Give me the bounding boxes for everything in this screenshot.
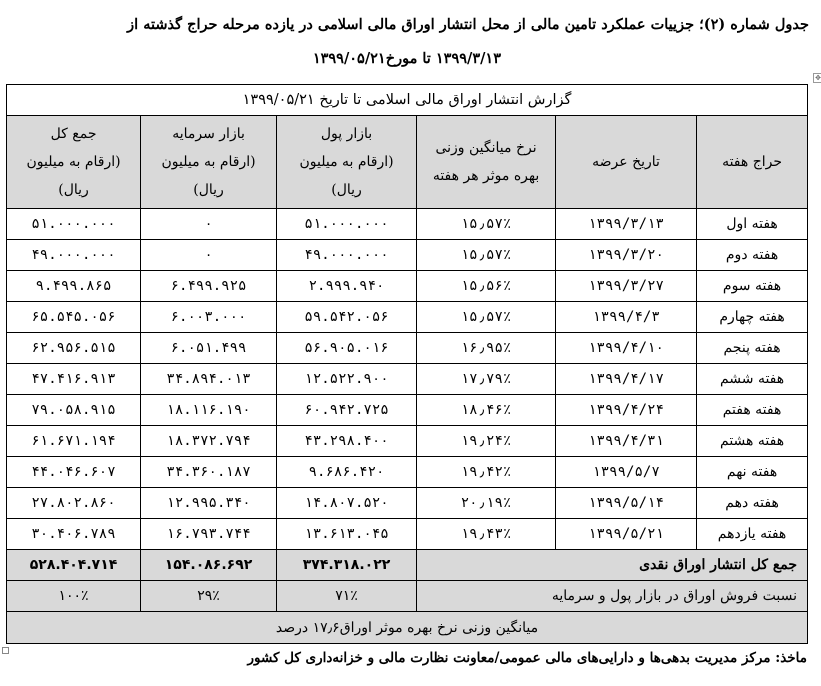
cell-week: هفته پنجم xyxy=(697,333,808,364)
cell-week: هفته دهم xyxy=(697,488,808,519)
cell-total: ۹.۴۹۹.۸۶۵ xyxy=(7,271,141,302)
resize-handle[interactable] xyxy=(2,647,9,654)
ratio-total: ۱۰۰٪ xyxy=(7,581,141,612)
cell-date: ۱۳۹۹/۳/۱۳ xyxy=(556,209,697,240)
table-row xyxy=(7,364,808,395)
cell-capital: ۳۴.۸۹۴.۰۱۳ xyxy=(141,364,277,395)
cell-week: هفته یازدهم xyxy=(697,519,808,550)
cell-capital: ۱۲.۹۹۵.۳۴۰ xyxy=(141,488,277,519)
cell-capital: ۶.۰۵۱.۴۹۹ xyxy=(141,333,277,364)
cell-money: ۴۹.۰۰۰.۰۰۰ xyxy=(277,240,417,271)
cell-capital: ۱۸.۳۷۲.۷۹۴ xyxy=(141,426,277,457)
table-row xyxy=(7,240,808,271)
cell-capital: ۱۸.۱۱۶.۱۹۰ xyxy=(141,395,277,426)
cell-total: ۶۲.۹۵۶.۵۱۵ xyxy=(7,333,141,364)
header-week: حراج هفته xyxy=(697,116,808,209)
header-capital-market: بازار سرمایه (ارقام به میلیون ریال) xyxy=(141,116,277,209)
cell-date: ۱۳۹۹/۴/۳ xyxy=(556,302,697,333)
caption-line-1: جدول شماره (۲)؛ جزییات عملکرد تامین مالی از محل انتشار اوراق مالی اسلامی در یازده مرحله حراج گذشته از xyxy=(127,16,809,33)
cell-money: ۴۳.۲۹۸.۴۰۰ xyxy=(277,426,417,457)
table-row xyxy=(7,457,808,488)
table-body xyxy=(7,209,808,550)
cell-capital: ۱۶.۷۹۳.۷۴۴ xyxy=(141,519,277,550)
caption-line-2: ۱۳۹۹/۳/۱۳ تا مورخ۱۳۹۹/۰۵/۲۱ xyxy=(312,50,501,67)
table-row xyxy=(7,519,808,550)
table-row xyxy=(7,271,808,302)
cell-week: هفته نهم xyxy=(697,457,808,488)
cell-money: ۱۲.۵۲۲.۹۰۰ xyxy=(277,364,417,395)
cell-week: هفته هشتم xyxy=(697,426,808,457)
bonds-report-table xyxy=(6,84,808,644)
average-row xyxy=(7,612,808,644)
table-row xyxy=(7,395,808,426)
cell-rate: ۱۸٫۴۶٪ xyxy=(417,395,556,426)
cell-money: ۹.۶۸۶.۴۲۰ xyxy=(277,457,417,488)
cell-date: ۱۳۹۹/۵/۱۴ xyxy=(556,488,697,519)
cell-money: ۲.۹۹۹.۹۴۰ xyxy=(277,271,417,302)
cell-money: ۱۳.۶۱۳.۰۴۵ xyxy=(277,519,417,550)
cell-week: هفته چهارم xyxy=(697,302,808,333)
table-row xyxy=(7,302,808,333)
cell-money: ۶۰.۹۴۲.۷۲۵ xyxy=(277,395,417,426)
cell-capital: ۶.۰۰۳.۰۰۰ xyxy=(141,302,277,333)
cell-capital: ۶.۴۹۹.۹۲۵ xyxy=(141,271,277,302)
totals-row xyxy=(7,550,808,581)
cell-total: ۷۹.۰۵۸.۹۱۵ xyxy=(7,395,141,426)
source-note: ماخذ: مرکز مدیریت بدهی‌ها و دارایی‌های مالی عمومی/معاونت نظارت مالی و خزانه‌داری کل کشور xyxy=(247,650,807,666)
totals-label: جمع کل انتشار اوراق نقدی xyxy=(417,550,808,581)
cell-date: ۱۳۹۹/۴/۳۱ xyxy=(556,426,697,457)
cell-rate: ۱۷٫۷۹٪ xyxy=(417,364,556,395)
totals-money: ۳۷۴.۳۱۸.۰۲۲ xyxy=(277,550,417,581)
cell-total: ۴۹.۰۰۰.۰۰۰ xyxy=(7,240,141,271)
cell-rate: ۱۵٫۵۷٪ xyxy=(417,240,556,271)
cell-capital: ۰ xyxy=(141,240,277,271)
table-row xyxy=(7,488,808,519)
ratio-money: ۷۱٪ xyxy=(277,581,417,612)
cell-total: ۳۰.۴۰۶.۷۸۹ xyxy=(7,519,141,550)
cell-rate: ۱۹٫۲۴٪ xyxy=(417,426,556,457)
header-money-market: بازار پول (ارقام به میلیون ریال) xyxy=(277,116,417,209)
cell-total: ۴۷.۴۱۶.۹۱۳ xyxy=(7,364,141,395)
cell-rate: ۱۹٫۴۲٪ xyxy=(417,457,556,488)
cell-date: ۱۳۹۹/۴/۱۰ xyxy=(556,333,697,364)
cell-rate: ۱۵٫۵۷٪ xyxy=(417,302,556,333)
table-move-handle-icon[interactable]: ✥ xyxy=(813,73,821,83)
cell-rate: ۱۶٫۹۵٪ xyxy=(417,333,556,364)
cell-week: هفته سوم xyxy=(697,271,808,302)
cell-total: ۵۱.۰۰۰.۰۰۰ xyxy=(7,209,141,240)
cell-rate: ۲۰٫۱۹٪ xyxy=(417,488,556,519)
cell-capital: ۳۴.۳۶۰.۱۸۷ xyxy=(141,457,277,488)
totals-total: ۵۲۸.۴۰۴.۷۱۴ xyxy=(7,550,141,581)
cell-money: ۵۱.۰۰۰.۰۰۰ xyxy=(277,209,417,240)
cell-total: ۲۷.۸۰۲.۸۶۰ xyxy=(7,488,141,519)
cell-week: هفته هفتم xyxy=(697,395,808,426)
cell-money: ۱۴.۸۰۷.۵۲۰ xyxy=(277,488,417,519)
table-title: گزارش انتشار اوراق مالی اسلامی تا تاریخ ۱۳۹۹/۰۵/۲۱ xyxy=(7,85,808,116)
cell-week: هفته ششم xyxy=(697,364,808,395)
ratio-capital: ۲۹٪ xyxy=(141,581,277,612)
cell-total: ۶۵.۵۴۵.۰۵۶ xyxy=(7,302,141,333)
cell-total: ۶۱.۶۷۱.۱۹۴ xyxy=(7,426,141,457)
cell-date: ۱۳۹۹/۵/۲۱ xyxy=(556,519,697,550)
cell-money: ۵۹.۵۴۲.۰۵۶ xyxy=(277,302,417,333)
cell-date: ۱۳۹۹/۵/۷ xyxy=(556,457,697,488)
cell-date: ۱۳۹۹/۳/۲۰ xyxy=(556,240,697,271)
table-row xyxy=(7,426,808,457)
totals-capital: ۱۵۴.۰۸۶.۶۹۲ xyxy=(141,550,277,581)
cell-date: ۱۳۹۹/۴/۱۷ xyxy=(556,364,697,395)
ratio-row xyxy=(7,581,808,612)
cell-money: ۵۶.۹۰۵.۰۱۶ xyxy=(277,333,417,364)
average-rate-note: میانگین وزنی نرخ بهره موثر اوراق۱۷٫۶ درصد xyxy=(7,612,808,644)
header-date: تاریخ عرضه xyxy=(556,116,697,209)
cell-rate: ۱۹٫۴۳٪ xyxy=(417,519,556,550)
cell-total: ۴۴.۰۴۶.۶۰۷ xyxy=(7,457,141,488)
cell-date: ۱۳۹۹/۴/۲۴ xyxy=(556,395,697,426)
cell-rate: ۱۵٫۵۷٪ xyxy=(417,209,556,240)
cell-capital: ۰ xyxy=(141,209,277,240)
cell-rate: ۱۵٫۵۶٪ xyxy=(417,271,556,302)
header-row xyxy=(7,116,808,209)
table-row xyxy=(7,333,808,364)
cell-date: ۱۳۹۹/۳/۲۷ xyxy=(556,271,697,302)
header-rate: نرخ میانگین وزنی بهره موثر هر هفته xyxy=(417,116,556,209)
ratio-label: نسبت فروش اوراق در بازار پول و سرمایه xyxy=(417,581,808,612)
cell-week: هفته اول xyxy=(697,209,808,240)
cell-week: هفته دوم xyxy=(697,240,808,271)
header-total: جمع کل (ارقام به میلیون ریال) xyxy=(7,116,141,209)
table-row xyxy=(7,209,808,240)
